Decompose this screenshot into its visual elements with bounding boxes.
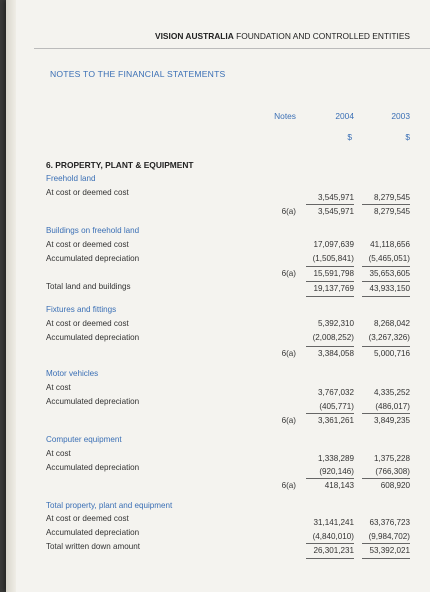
value-2004: 19,137,769: [313, 284, 354, 293]
subtotal-rule: [306, 204, 354, 205]
note-ref: 6(a): [281, 349, 296, 358]
value-2004: (1,505,841): [312, 254, 354, 263]
computer-net-row: [6, 481, 430, 494]
value-2003: 53,392,021: [369, 546, 410, 555]
note-ref: 6(a): [281, 416, 296, 425]
note-title-row: [6, 160, 430, 173]
row-label: Accumulated depreciation: [46, 463, 140, 472]
computer-heading: Computer equipment: [46, 435, 122, 444]
row-label: At cost: [46, 383, 71, 392]
row-label: At cost or deemed cost: [46, 319, 129, 328]
value-2004: 17,097,639: [313, 240, 354, 249]
value-2003: 63,376,723: [369, 518, 410, 527]
value-2003: 8,279,545: [373, 207, 410, 216]
value-2003: 5,000,716: [373, 349, 410, 358]
column-header-notes: Notes: [274, 111, 296, 121]
org-name-bold: VISION AUSTRALIA: [155, 31, 234, 41]
total-rule: [362, 558, 410, 559]
value-2004: 31,141,241: [313, 518, 354, 527]
note-title: 6. PROPERTY, PLANT & EQUIPMENT: [46, 160, 194, 170]
subtotal-rule: [362, 266, 410, 267]
note-ref: 6(a): [281, 269, 296, 278]
value-2003: 4,335,252: [373, 388, 410, 397]
subtotal-rule: [362, 281, 410, 282]
subtotal-rule: [306, 543, 354, 544]
row-label: Accumulated depreciation: [46, 333, 140, 342]
value-2003: 608,920: [380, 481, 410, 490]
buildings-cost-row: [6, 240, 430, 253]
value-2004: 3,361,261: [317, 416, 354, 425]
subtotal-rule: [362, 346, 410, 347]
subtotal-rule: [306, 413, 354, 414]
subtotal-rule: [362, 543, 410, 544]
value-2004: (920,146): [319, 467, 354, 476]
document-page: [6, 0, 430, 592]
fixtures-heading-row: [6, 305, 430, 318]
value-2003: 3,849,235: [373, 416, 410, 425]
value-2004: 3,384,058: [317, 349, 354, 358]
total-rule: [362, 296, 410, 297]
value-2004: 15,591,798: [313, 269, 354, 278]
value-2003: (486,017): [375, 402, 410, 411]
value-2004: 3,545,971: [317, 207, 354, 216]
row-label: Accumulated depreciation: [46, 528, 140, 537]
fixtures-net-row: [6, 349, 430, 362]
value-2003: 8,279,545: [373, 193, 410, 202]
subtotal-rule: [306, 281, 354, 282]
org-name-rest: FOUNDATION AND CONTROLLED ENTITIES: [236, 31, 410, 41]
fixtures-cost-row: [6, 319, 430, 332]
value-2004: 26,301,231: [313, 546, 354, 555]
total-rule: [306, 296, 354, 297]
value-2004: 1,338,289: [317, 454, 354, 463]
value-2004: 5,392,310: [317, 319, 354, 328]
value-2003: 1,375,228: [373, 454, 410, 463]
value-2004: (405,771): [319, 402, 354, 411]
value-2003: 35,653,605: [369, 269, 410, 278]
subtotal-rule: [306, 266, 354, 267]
motor-heading-row: [6, 369, 430, 382]
header-divider: [34, 48, 430, 49]
value-2004: 418,143: [324, 481, 354, 490]
freehold-heading-row: [6, 174, 430, 187]
buildings-heading-row: [6, 226, 430, 239]
row-label: Total land and buildings: [46, 282, 131, 291]
value-2003: 43,933,150: [369, 284, 410, 293]
value-2003: (9,984,702): [368, 532, 410, 541]
note-ref: 6(a): [281, 481, 296, 490]
computer-heading-row: [6, 435, 430, 448]
column-header-2003: 2003: [391, 111, 410, 121]
row-label: Accumulated depreciation: [46, 397, 140, 406]
total-rule: [306, 558, 354, 559]
subtotal-rule: [362, 204, 410, 205]
subtotal-rule: [362, 478, 410, 479]
note-ref: 6(a): [281, 207, 296, 216]
value-2004: 3,767,032: [317, 388, 354, 397]
subtotal-rule: [362, 413, 410, 414]
row-label: At cost or deemed cost: [46, 514, 129, 523]
total-heading: Total property, plant and equipment: [46, 501, 173, 510]
subtotal-rule: [306, 346, 354, 347]
value-2003: (5,465,051): [368, 254, 410, 263]
column-unit-2003: $: [405, 132, 410, 142]
value-2003: 8,268,042: [373, 319, 410, 328]
column-unit-2004: $: [347, 132, 352, 142]
row-label: At cost: [46, 449, 71, 458]
row-label: Total written down amount: [46, 542, 141, 551]
buildings-heading: Buildings on freehold land: [46, 226, 140, 235]
motor-heading: Motor vehicles: [46, 369, 99, 378]
subtotal-rule: [306, 478, 354, 479]
value-2004: 3,545,971: [317, 193, 354, 202]
section-title: NOTES TO THE FINANCIAL STATEMENTS: [50, 69, 226, 79]
organisation-header: [155, 31, 410, 41]
motor-net-row: [6, 416, 430, 429]
value-2004: (4,840,010): [312, 532, 354, 541]
fixtures-heading: Fixtures and fittings: [46, 305, 117, 314]
column-header-2004: 2004: [335, 111, 354, 121]
total-heading-row: [6, 501, 430, 514]
value-2003: (3,267,326): [368, 333, 410, 342]
value-2003: 41,118,656: [370, 240, 410, 249]
row-label: Accumulated depreciation: [46, 254, 140, 263]
fixtures-dep-row: [6, 333, 430, 346]
row-label: At cost or deemed cost: [46, 188, 129, 197]
value-2003: (766,308): [375, 467, 410, 476]
freehold-total-row: [6, 207, 430, 220]
value-2004: (2,008,252): [312, 333, 354, 342]
row-label: At cost or deemed cost: [46, 240, 129, 249]
freehold-heading: Freehold land: [46, 174, 96, 183]
